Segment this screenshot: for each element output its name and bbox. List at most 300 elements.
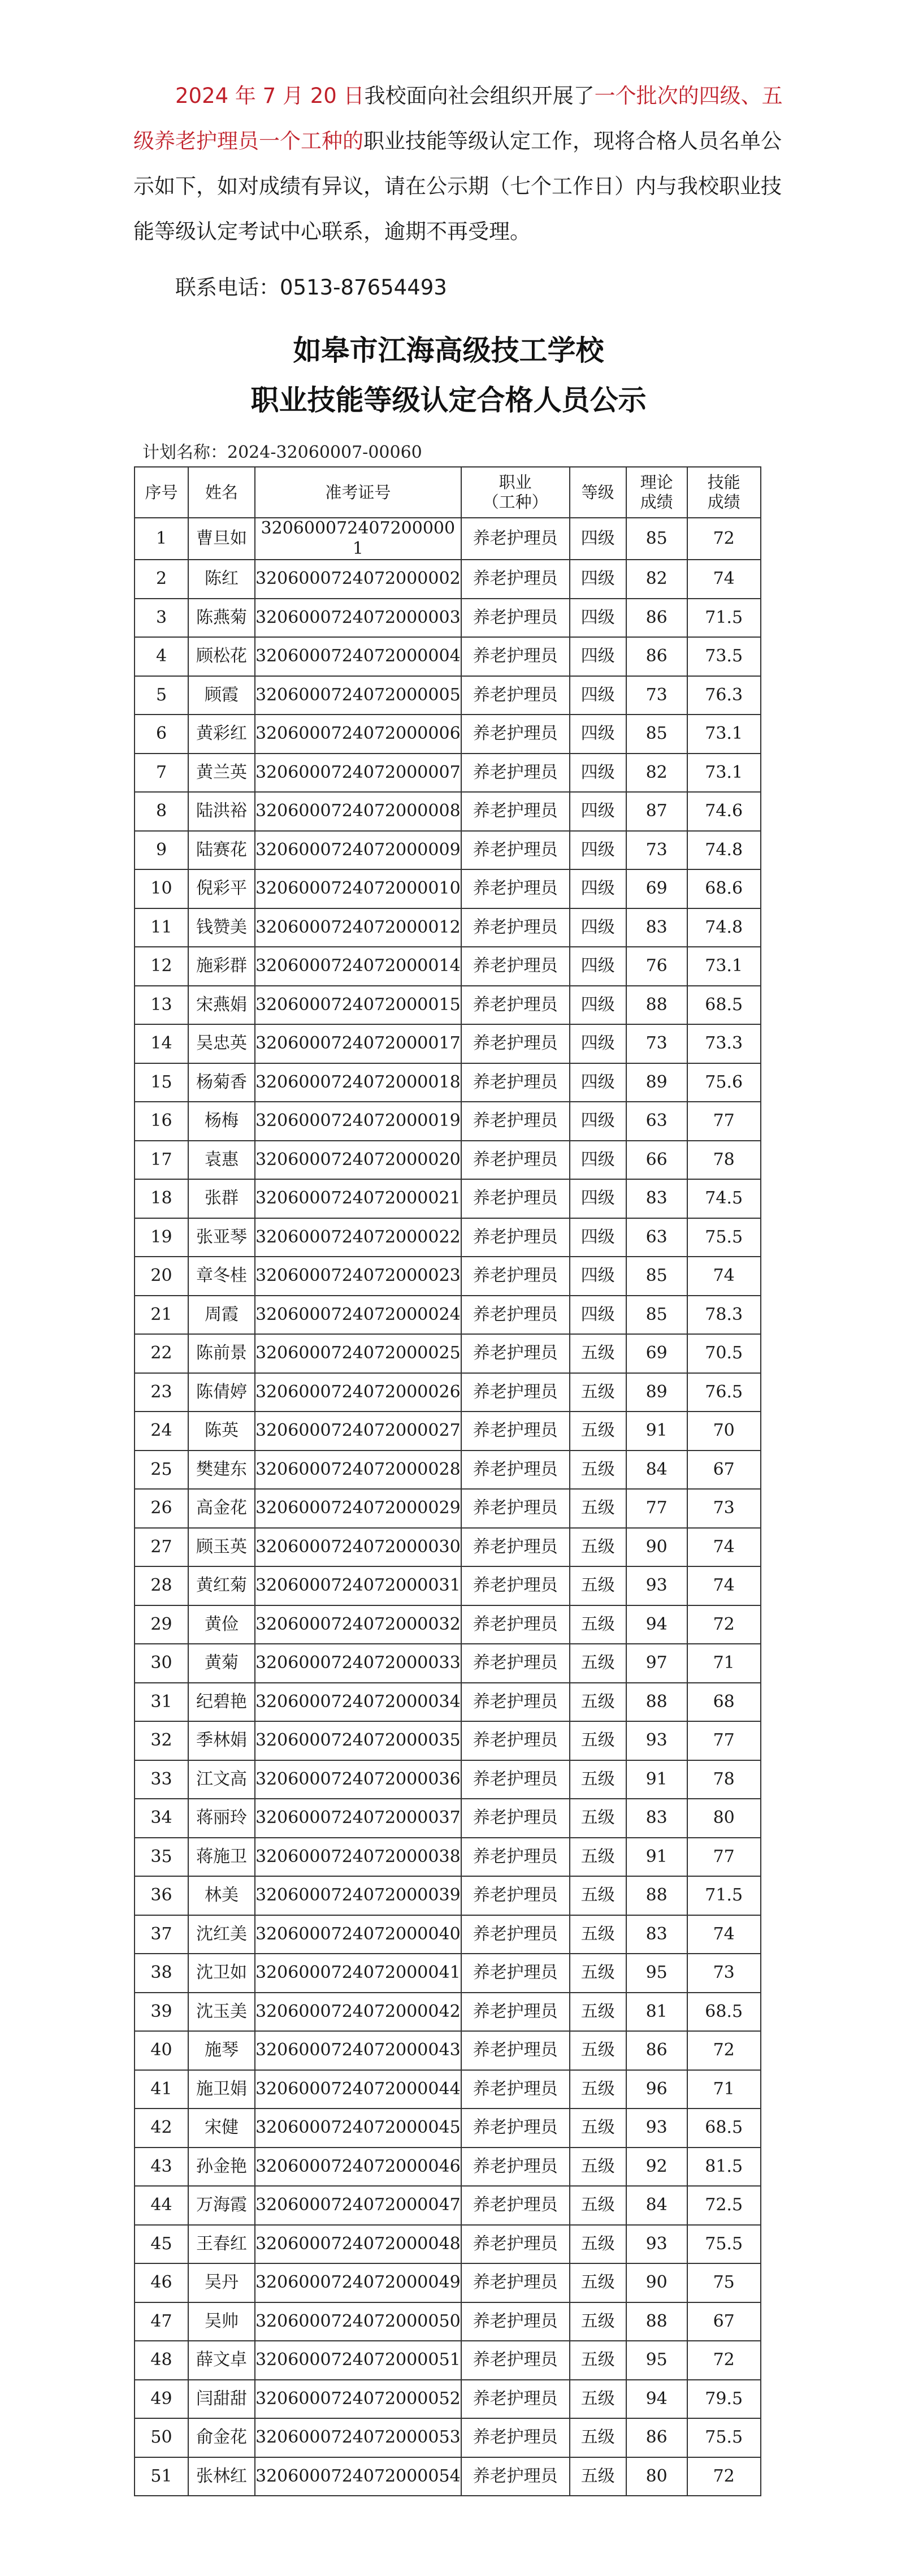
cell-theory-score: 73 xyxy=(626,831,687,870)
table-row xyxy=(135,2263,761,2302)
header-job-line2: （工种） xyxy=(482,492,548,512)
cell-level: 五级 xyxy=(570,1838,626,1877)
cell-ticket: 3206000724072000009 xyxy=(255,831,461,870)
cell-skill-score: 71 xyxy=(687,1644,761,1683)
cell-job: 养老护理员 xyxy=(461,1799,570,1838)
cell-job: 养老护理员 xyxy=(461,2380,570,2419)
cell-theory-score: 83 xyxy=(626,1915,687,1954)
table-row xyxy=(135,715,761,754)
cell-name: 高金花 xyxy=(188,1489,255,1528)
cell-level: 四级 xyxy=(570,754,626,793)
cell-theory-score: 86 xyxy=(626,2418,687,2457)
cell-level: 五级 xyxy=(570,2418,626,2457)
cell-level: 四级 xyxy=(570,1024,626,1063)
cell-theory-score: 85 xyxy=(626,518,687,560)
cell-name: 闫甜甜 xyxy=(188,2380,255,2419)
cell-job: 养老护理员 xyxy=(461,1721,570,1760)
cell-theory-score: 91 xyxy=(626,1760,687,1799)
cell-name: 顾霞 xyxy=(188,676,255,715)
cell-theory-score: 90 xyxy=(626,2263,687,2302)
cell-level: 四级 xyxy=(570,986,626,1025)
cell-no: 18 xyxy=(135,1179,188,1218)
cell-name: 沈卫如 xyxy=(188,1954,255,1993)
cell-level: 四级 xyxy=(570,792,626,831)
cell-theory-score: 88 xyxy=(626,2302,687,2341)
qualified-personnel-table xyxy=(134,466,761,2496)
plan-name xyxy=(142,438,422,463)
cell-skill-score: 74 xyxy=(687,560,761,599)
table-row xyxy=(135,2148,761,2187)
cell-name: 陈倩婷 xyxy=(188,1373,255,1412)
table-row xyxy=(135,1296,761,1335)
cell-name: 季林娟 xyxy=(188,1721,255,1760)
cell-name: 黄俭 xyxy=(188,1605,255,1644)
cell-level: 五级 xyxy=(570,1451,626,1490)
cell-theory-score: 95 xyxy=(626,1954,687,1993)
table-row xyxy=(135,560,761,599)
table-row xyxy=(135,1412,761,1451)
cell-ticket: 3206000724072000019 xyxy=(255,1102,461,1141)
table-row xyxy=(135,2225,761,2264)
cell-job: 养老护理员 xyxy=(461,1838,570,1877)
cell-theory-score: 96 xyxy=(626,2070,687,2109)
table-row xyxy=(135,869,761,908)
cell-name: 吴丹 xyxy=(188,2263,255,2302)
cell-ticket: 3206000724072000037 xyxy=(255,1799,461,1838)
cell-skill-score: 78 xyxy=(687,1141,761,1180)
cell-no: 37 xyxy=(135,1915,188,1954)
cell-no: 19 xyxy=(135,1218,188,1257)
cell-level: 四级 xyxy=(570,869,626,908)
table-row xyxy=(135,2418,761,2457)
cell-ticket: 3206000724072000023 xyxy=(255,1257,461,1296)
cell-name: 张群 xyxy=(188,1179,255,1218)
cell-job: 养老护理员 xyxy=(461,2418,570,2457)
cell-job: 养老护理员 xyxy=(461,947,570,986)
cell-job: 养老护理员 xyxy=(461,1528,570,1567)
cell-theory-score: 88 xyxy=(626,986,687,1025)
cell-level: 五级 xyxy=(570,1373,626,1412)
cell-ticket: 3206000724072000035 xyxy=(255,1721,461,1760)
cell-theory-score: 89 xyxy=(626,1373,687,1412)
cell-job: 养老护理员 xyxy=(461,637,570,676)
cell-theory-score: 63 xyxy=(626,1218,687,1257)
cell-ticket: 3206000724072000041 xyxy=(255,1954,461,1993)
table-row xyxy=(135,986,761,1025)
cell-no: 31 xyxy=(135,1683,188,1722)
cell-no: 32 xyxy=(135,1721,188,1760)
cell-skill-score: 71.5 xyxy=(687,1876,761,1915)
cell-name: 张亚琴 xyxy=(188,1218,255,1257)
cell-name: 杨菊香 xyxy=(188,1063,255,1102)
cell-job: 养老护理员 xyxy=(461,869,570,908)
table-row xyxy=(135,908,761,947)
cell-ticket: 3206000724072000027 xyxy=(255,1412,461,1451)
cell-job: 养老护理员 xyxy=(461,2341,570,2380)
notice-text-2: 职业技能等级认定工作，现将合格人员名单公示如下，如对成绩有异议，请在公示期（七个工作日）内与我校职业技能等级认定考试中心联系，逾期不再受理。 xyxy=(133,129,782,244)
cell-name: 陈英 xyxy=(188,1412,255,1451)
cell-no: 38 xyxy=(135,1954,188,1993)
cell-level: 四级 xyxy=(570,518,626,560)
cell-skill-score: 74 xyxy=(687,1915,761,1954)
cell-ticket: 3206000724072000049 xyxy=(255,2263,461,2302)
cell-ticket: 3206000724072000012 xyxy=(255,908,461,947)
table-row xyxy=(135,1102,761,1141)
header-ticket: 准考证号 xyxy=(255,467,461,518)
cell-ticket: 3206000724072000053 xyxy=(255,2418,461,2457)
header-skill-line1: 技能 xyxy=(707,473,740,492)
cell-name: 章冬桂 xyxy=(188,1257,255,1296)
table-row xyxy=(135,599,761,638)
cell-job: 养老护理员 xyxy=(461,2186,570,2225)
cell-level: 四级 xyxy=(570,1102,626,1141)
table-row xyxy=(135,1915,761,1954)
cell-ticket: 3206000724072000051 xyxy=(255,2341,461,2380)
cell-name: 曹旦如 xyxy=(188,518,255,560)
cell-name: 陆赛花 xyxy=(188,831,255,870)
cell-no: 7 xyxy=(135,754,188,793)
cell-skill-score: 71.5 xyxy=(687,599,761,638)
cell-job: 养老护理员 xyxy=(461,599,570,638)
table-row xyxy=(135,1954,761,1993)
cell-no: 24 xyxy=(135,1412,188,1451)
cell-skill-score: 75.6 xyxy=(687,1063,761,1102)
table-row xyxy=(135,1566,761,1605)
cell-level: 四级 xyxy=(570,1141,626,1180)
cell-level: 四级 xyxy=(570,1179,626,1218)
table-row xyxy=(135,1838,761,1877)
document-title-line2: 职业技能等级认定合格人员公示 xyxy=(250,384,647,417)
cell-job: 养老护理员 xyxy=(461,1489,570,1528)
table-row xyxy=(135,637,761,676)
cell-no: 13 xyxy=(135,986,188,1025)
cell-theory-score: 80 xyxy=(626,2457,687,2496)
cell-name: 吴帅 xyxy=(188,2302,255,2341)
cell-theory-score: 92 xyxy=(626,2148,687,2187)
cell-no: 40 xyxy=(135,2031,188,2070)
cell-name: 黄兰英 xyxy=(188,754,255,793)
cell-name: 宋燕娟 xyxy=(188,986,255,1025)
table-row xyxy=(135,1141,761,1180)
cell-level: 五级 xyxy=(570,1334,626,1373)
cell-no: 49 xyxy=(135,2380,188,2419)
cell-level: 五级 xyxy=(570,2109,626,2148)
cell-skill-score: 73.1 xyxy=(687,947,761,986)
cell-ticket: 3206000724072000014 xyxy=(255,947,461,986)
cell-name: 宋健 xyxy=(188,2109,255,2148)
cell-ticket: 3206000724072000045 xyxy=(255,2109,461,2148)
plan-label: 计划名称： xyxy=(142,443,227,462)
cell-skill-score: 78 xyxy=(687,1760,761,1799)
cell-level: 五级 xyxy=(570,2186,626,2225)
cell-job: 养老护理员 xyxy=(461,1412,570,1451)
table-row xyxy=(135,1528,761,1567)
cell-job: 养老护理员 xyxy=(461,1141,570,1180)
cell-job: 养老护理员 xyxy=(461,1102,570,1141)
cell-level: 五级 xyxy=(570,1412,626,1451)
table-row xyxy=(135,2186,761,2225)
cell-skill-score: 75 xyxy=(687,2263,761,2302)
cell-no: 35 xyxy=(135,1838,188,1877)
cell-ticket: 3206000724072000024 xyxy=(255,1296,461,1335)
notice-paragraph xyxy=(133,73,783,254)
cell-no: 3 xyxy=(135,599,188,638)
cell-level: 四级 xyxy=(570,599,626,638)
cell-no: 16 xyxy=(135,1102,188,1141)
table-row xyxy=(135,1218,761,1257)
cell-no: 47 xyxy=(135,2302,188,2341)
cell-ticket: 3206000724072000006 xyxy=(255,715,461,754)
cell-name: 黄菊 xyxy=(188,1644,255,1683)
header-theory-line1: 理论 xyxy=(640,473,673,492)
table-header-row xyxy=(135,467,761,518)
cell-job: 养老护理员 xyxy=(461,1915,570,1954)
cell-theory-score: 83 xyxy=(626,908,687,947)
cell-no: 12 xyxy=(135,947,188,986)
cell-job: 养老护理员 xyxy=(461,1063,570,1102)
cell-name: 陆洪裕 xyxy=(188,792,255,831)
cell-name: 钱赞美 xyxy=(188,908,255,947)
cell-skill-score: 71 xyxy=(687,2070,761,2109)
cell-name: 万海霞 xyxy=(188,2186,255,2225)
notice-date: 2024 年 7 月 20 日 xyxy=(175,84,365,108)
cell-name: 陈红 xyxy=(188,560,255,599)
cell-ticket: 3206000724072000034 xyxy=(255,1683,461,1722)
cell-job: 养老护理员 xyxy=(461,1296,570,1335)
table-row xyxy=(135,2070,761,2109)
table-row xyxy=(135,518,761,560)
cell-ticket: 3206000724072000022 xyxy=(255,1218,461,1257)
cell-no: 17 xyxy=(135,1141,188,1180)
cell-theory-score: 63 xyxy=(626,1102,687,1141)
cell-ticket: 3206000724072000033 xyxy=(255,1644,461,1683)
cell-job: 养老护理员 xyxy=(461,1954,570,1993)
cell-skill-score: 70 xyxy=(687,1412,761,1451)
cell-theory-score: 81 xyxy=(626,1993,687,2032)
cell-job: 养老护理员 xyxy=(461,1876,570,1915)
cell-level: 五级 xyxy=(570,1993,626,2032)
table-row xyxy=(135,1876,761,1915)
cell-skill-score: 78.3 xyxy=(687,1296,761,1335)
cell-no: 15 xyxy=(135,1063,188,1102)
cell-theory-score: 85 xyxy=(626,1257,687,1296)
cell-level: 四级 xyxy=(570,1063,626,1102)
header-level: 等级 xyxy=(570,467,626,518)
cell-name: 俞金花 xyxy=(188,2418,255,2457)
table-row xyxy=(135,2457,761,2496)
cell-job: 养老护理员 xyxy=(461,715,570,754)
cell-no: 41 xyxy=(135,2070,188,2109)
cell-level: 五级 xyxy=(570,1799,626,1838)
cell-name: 樊建东 xyxy=(188,1451,255,1490)
table-row xyxy=(135,676,761,715)
table-row xyxy=(135,1373,761,1412)
cell-level: 四级 xyxy=(570,676,626,715)
cell-ticket: 3206000724072000044 xyxy=(255,2070,461,2109)
cell-job: 养老护理员 xyxy=(461,1024,570,1063)
cell-no: 22 xyxy=(135,1334,188,1373)
cell-no: 39 xyxy=(135,1993,188,2032)
cell-theory-score: 93 xyxy=(626,2109,687,2148)
cell-level: 四级 xyxy=(570,908,626,947)
table-row xyxy=(135,2302,761,2341)
cell-job: 养老护理员 xyxy=(461,1257,570,1296)
cell-job: 养老护理员 xyxy=(461,1179,570,1218)
cell-job: 养老护理员 xyxy=(461,1760,570,1799)
cell-job: 养老护理员 xyxy=(461,2070,570,2109)
cell-theory-score: 76 xyxy=(626,947,687,986)
table-row xyxy=(135,1644,761,1683)
cell-name: 陈前景 xyxy=(188,1334,255,1373)
cell-no: 9 xyxy=(135,831,188,870)
cell-job: 养老护理员 xyxy=(461,792,570,831)
cell-job: 养老护理员 xyxy=(461,1605,570,1644)
cell-no: 20 xyxy=(135,1257,188,1296)
cell-no: 26 xyxy=(135,1489,188,1528)
cell-level: 五级 xyxy=(570,1683,626,1722)
cell-name: 黄红菊 xyxy=(188,1566,255,1605)
cell-skill-score: 73.5 xyxy=(687,637,761,676)
cell-job: 养老护理员 xyxy=(461,2225,570,2264)
cell-level: 五级 xyxy=(570,1528,626,1567)
cell-job: 养老护理员 xyxy=(461,2302,570,2341)
notice-text-1: 我校面向社会组织开展了 xyxy=(364,84,595,108)
cell-skill-score: 73.1 xyxy=(687,715,761,754)
cell-job: 养老护理员 xyxy=(461,1373,570,1412)
cell-ticket: 3206000724072000018 xyxy=(255,1063,461,1102)
cell-skill-score: 68.6 xyxy=(687,869,761,908)
cell-ticket: 320600072407200000 1 xyxy=(255,518,461,560)
notice-highlight: 一个批次的四级、五级养老护理员一个工种的 xyxy=(133,84,783,153)
cell-ticket: 3206000724072000052 xyxy=(255,2380,461,2419)
cell-ticket: 3206000724072000005 xyxy=(255,676,461,715)
table-row xyxy=(135,1179,761,1218)
cell-skill-score: 73 xyxy=(687,1489,761,1528)
cell-skill-score: 68.5 xyxy=(687,986,761,1025)
cell-no: 44 xyxy=(135,2186,188,2225)
table-row xyxy=(135,1721,761,1760)
header-theory xyxy=(626,467,687,518)
cell-theory-score: 93 xyxy=(626,1566,687,1605)
table-row xyxy=(135,1993,761,2032)
cell-skill-score: 73 xyxy=(687,1954,761,1993)
cell-job: 养老护理员 xyxy=(461,831,570,870)
cell-skill-score: 73.3 xyxy=(687,1024,761,1063)
cell-ticket: 3206000724072000030 xyxy=(255,1528,461,1567)
table-row xyxy=(135,2341,761,2380)
header-job xyxy=(461,467,570,518)
cell-ticket: 3206000724072000015 xyxy=(255,986,461,1025)
cell-name: 顾松花 xyxy=(188,637,255,676)
cell-theory-score: 95 xyxy=(626,2341,687,2380)
cell-name: 孙金艳 xyxy=(188,2148,255,2187)
cell-job: 养老护理员 xyxy=(461,2457,570,2496)
cell-level: 五级 xyxy=(570,1566,626,1605)
cell-skill-score: 68.5 xyxy=(687,2109,761,2148)
cell-theory-score: 66 xyxy=(626,1141,687,1180)
plan-value: 2024-32060007-00060 xyxy=(227,443,422,462)
table-row xyxy=(135,1451,761,1490)
cell-theory-score: 88 xyxy=(626,1683,687,1722)
cell-level: 五级 xyxy=(570,1605,626,1644)
cell-no: 21 xyxy=(135,1296,188,1335)
cell-name: 蒋丽玲 xyxy=(188,1799,255,1838)
cell-theory-score: 93 xyxy=(626,2225,687,2264)
cell-level: 五级 xyxy=(570,2070,626,2109)
cell-ticket: 3206000724072000021 xyxy=(255,1179,461,1218)
cell-ticket: 3206000724072000017 xyxy=(255,1024,461,1063)
cell-job: 养老护理员 xyxy=(461,754,570,793)
cell-theory-score: 77 xyxy=(626,1489,687,1528)
cell-skill-score: 81.5 xyxy=(687,2148,761,2187)
cell-job: 养老护理员 xyxy=(461,2031,570,2070)
contact-line xyxy=(175,270,447,301)
table-row xyxy=(135,754,761,793)
cell-skill-score: 72 xyxy=(687,1605,761,1644)
cell-job: 养老护理员 xyxy=(461,1566,570,1605)
cell-theory-score: 86 xyxy=(626,599,687,638)
cell-skill-score: 74.8 xyxy=(687,831,761,870)
cell-ticket: 3206000724072000039 xyxy=(255,1876,461,1915)
cell-name: 沈玉美 xyxy=(188,1993,255,2032)
cell-name: 纪碧艳 xyxy=(188,1683,255,1722)
cell-name: 薛文卓 xyxy=(188,2341,255,2380)
cell-no: 30 xyxy=(135,1644,188,1683)
cell-no: 2 xyxy=(135,560,188,599)
cell-level: 五级 xyxy=(570,1760,626,1799)
cell-skill-score: 73.1 xyxy=(687,754,761,793)
cell-name: 陈燕菊 xyxy=(188,599,255,638)
cell-level: 五级 xyxy=(570,1954,626,1993)
cell-level: 五级 xyxy=(570,1721,626,1760)
cell-no: 14 xyxy=(135,1024,188,1063)
contact-phone: 0513-87654493 xyxy=(280,275,447,300)
table-row xyxy=(135,1605,761,1644)
table-row xyxy=(135,1760,761,1799)
cell-no: 28 xyxy=(135,1566,188,1605)
cell-skill-score: 72 xyxy=(687,2031,761,2070)
cell-skill-score: 76.3 xyxy=(687,676,761,715)
cell-no: 42 xyxy=(135,2109,188,2148)
table-row xyxy=(135,2380,761,2419)
document-title-line1: 如皋市江海高级技工学校 xyxy=(293,334,604,367)
cell-theory-score: 69 xyxy=(626,1334,687,1373)
cell-level: 五级 xyxy=(570,2341,626,2380)
cell-no: 34 xyxy=(135,1799,188,1838)
cell-skill-score: 72.5 xyxy=(687,2186,761,2225)
cell-no: 29 xyxy=(135,1605,188,1644)
cell-theory-score: 88 xyxy=(626,1876,687,1915)
cell-name: 蒋施卫 xyxy=(188,1838,255,1877)
cell-level: 五级 xyxy=(570,2457,626,2496)
cell-no: 36 xyxy=(135,1876,188,1915)
cell-theory-score: 94 xyxy=(626,2380,687,2419)
table-row xyxy=(135,1063,761,1102)
table-row xyxy=(135,1024,761,1063)
cell-level: 五级 xyxy=(570,2380,626,2419)
cell-no: 46 xyxy=(135,2263,188,2302)
cell-level: 四级 xyxy=(570,947,626,986)
table-row xyxy=(135,2109,761,2148)
header-skill xyxy=(687,467,761,518)
header-name: 姓名 xyxy=(188,467,255,518)
cell-no: 6 xyxy=(135,715,188,754)
cell-name: 袁惠 xyxy=(188,1141,255,1180)
cell-no: 1 xyxy=(135,518,188,560)
cell-skill-score: 67 xyxy=(687,1451,761,1490)
cell-name: 江文高 xyxy=(188,1760,255,1799)
cell-skill-score: 72 xyxy=(687,2457,761,2496)
